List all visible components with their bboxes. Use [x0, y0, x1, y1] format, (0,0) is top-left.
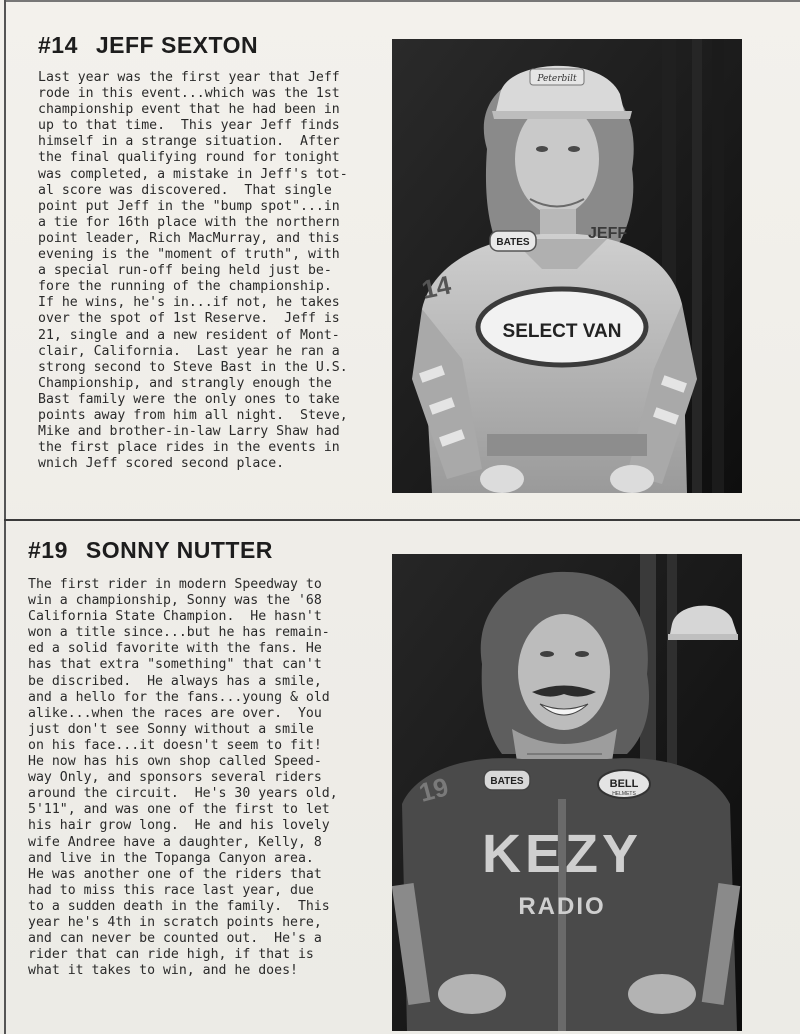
bio-line: and live in the Topanga Canyon area.	[28, 850, 314, 866]
bio-line: Championship, and strangly enough the	[38, 375, 332, 391]
bio-line: strong second to Steve Bast in the U.S.	[38, 359, 348, 375]
bio-line: rode in this event...which was the 1st	[38, 86, 340, 102]
photo-sponsor: SELECT VAN	[502, 321, 622, 342]
rider-photo	[392, 39, 742, 493]
bio-line: California State Champion. He hasn't	[28, 609, 322, 625]
bio-line: Last year was the first year that Jeff	[38, 70, 340, 85]
bio-line: to a sudden death in the family. This	[28, 898, 330, 914]
photo-helmet-patch-sub: HELMETS	[612, 791, 636, 797]
bio-line: If he wins, he's in...if not, he takes	[38, 295, 340, 311]
bio-line: Bast family were the only ones to take	[38, 391, 340, 407]
rider-heading	[28, 537, 273, 564]
photo-chest-patch: BATES	[496, 237, 530, 248]
bio-line: rider that can ride high, if that is	[28, 947, 314, 963]
bio-line: fore the running of the championship.	[38, 279, 332, 295]
photo-sponsor-sub: RADIO	[518, 893, 606, 920]
bio-line: Mike and brother-in-law Larry Shaw had	[38, 424, 340, 440]
bio-line: be discribed. He always has a smile,	[28, 673, 322, 689]
bio-line: around the circuit. He's 30 years old,	[28, 786, 338, 802]
bio-line: win a championship, Sonny was the '68	[28, 593, 322, 609]
bio-line: He was another one of the riders that	[28, 866, 322, 882]
bio-line: won a title since...but he has remain-	[28, 625, 330, 641]
photo-sleeve-number: 14	[419, 269, 454, 305]
bio-line: has that extra "something" that can't	[28, 657, 322, 673]
bio-line: what it takes to win, and he does!	[28, 963, 298, 979]
rider-heading	[38, 32, 258, 59]
bio-line: al score was discovered. That single	[38, 182, 332, 198]
photo-sponsor-main: KEZY	[481, 824, 643, 884]
rider-number: #19	[28, 537, 68, 563]
bio-line: a tie for 16th place with the northern	[38, 214, 340, 230]
bio-line: points away from him all night. Steve,	[38, 407, 348, 423]
bio-line: just don't see Sonny without a smile	[28, 721, 314, 737]
rider-photo	[392, 554, 742, 1031]
rider-name: JEFF SEXTON	[95, 32, 259, 58]
bio-line: point leader, Rich MacMurray, and this	[38, 230, 340, 246]
rider-number: #14	[38, 32, 78, 58]
bio-line: his hair grow long. He and his lovely	[28, 818, 330, 834]
bio-line: way Only, and sponsors several riders	[28, 770, 322, 786]
rider-section-jeff-sexton	[6, 2, 800, 519]
bio-line: the first place rides in the events in	[38, 440, 340, 456]
bio-line: himself in a strange situation. After	[38, 134, 340, 150]
bio-line: championship event that he had been in	[38, 102, 340, 118]
bio-line: year he's 4th in scratch points here,	[28, 914, 322, 930]
bio-line: clair, California. Last year he ran a	[38, 343, 340, 359]
bio-line: the final qualifying round for tonight	[38, 150, 340, 166]
bio-line: was completed, a mistake in Jeff's tot-	[38, 166, 348, 182]
bio-line: a special run-off being held just be-	[38, 263, 332, 279]
bio-line: on his face...it doesn't seem to fit!	[28, 737, 322, 753]
bio-line: point put Jeff in the "bump spot"...in	[38, 198, 340, 214]
bio-line: The first rider in modern Speedway to	[28, 577, 322, 592]
bio-line: and a hello for the fans...young & old	[28, 689, 330, 705]
rider-section-sonny-nutter	[6, 521, 800, 1034]
bio-line: up to that time. This year Jeff finds	[38, 118, 340, 134]
bio-line: and can never be counted out. He's a	[28, 931, 322, 947]
rider-name: SONNY NUTTER	[85, 537, 273, 563]
bio-line: wnich Jeff scored second place.	[38, 456, 285, 472]
photo-suit-name: JEFF	[588, 225, 628, 242]
bio-line: alike...when the races are over. You	[28, 705, 322, 721]
bio-line: had to miss this race last year, due	[28, 882, 314, 898]
bio-line: evening is the "moment of truth", with	[38, 247, 340, 263]
bio-line: over the spot of 1st Reserve. Jeff is	[38, 311, 340, 327]
photo-helmet-patch: BELL	[609, 778, 639, 790]
bio-line: wife Andree have a daughter, Kelly, 8	[28, 834, 322, 850]
bio-line: ed a solid favorite with the fans. He	[28, 641, 322, 657]
bio-line: He now has his own shop called Speed-	[28, 754, 322, 770]
bio-line: 5'11", and was one of the first to let	[28, 802, 330, 818]
photo-sleeve-number: 19	[415, 771, 452, 808]
photo-cap-logo: Peterbilt	[537, 74, 577, 84]
rider-bio	[28, 577, 338, 979]
bio-line: 21, single and a new resident of Mont-	[38, 327, 340, 343]
photo-chest-patch: BATES	[490, 776, 524, 787]
rider-bio	[38, 70, 348, 472]
